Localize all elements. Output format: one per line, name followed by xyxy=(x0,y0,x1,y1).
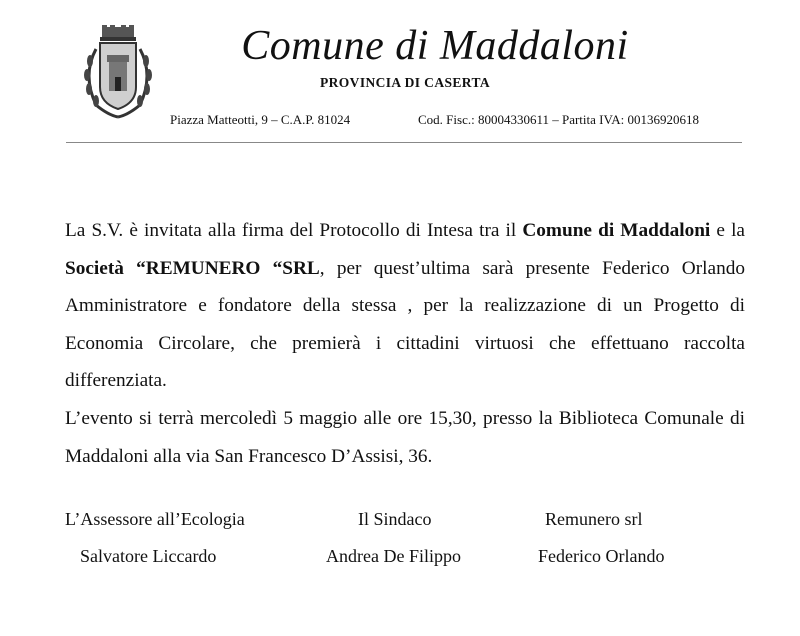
letter-body xyxy=(65,212,745,475)
invitation-paragraph xyxy=(65,212,745,400)
address-line: Piazza Matteotti, 9 – C.A.P. 81024 xyxy=(170,112,351,127)
header-divider xyxy=(66,142,742,143)
fiscal-code-line: Cod. Fisc.: 80004330611 – Partita IVA: 00136920618 xyxy=(418,112,699,127)
signature-name-remunero: Federico Orlando xyxy=(538,546,665,566)
company-name-bold: Società “REMUNERO “SRL xyxy=(65,257,320,279)
comune-name-bold: Comune di Maddaloni xyxy=(522,220,711,241)
signature-name-assessore: Salvatore Liccardo xyxy=(80,546,217,566)
event-paragraph: L’evento si terrà mercoledì 5 maggio alle ore 15,30, presso la Biblioteca Comunale di Maddaloni alla via San Francesco D’Assisi, 36. xyxy=(65,407,745,467)
invitation-text-join: e la xyxy=(710,220,745,241)
invitation-text-rest: , per quest’ultima sarà presente Federico Orlando Amministratore e fondatore della stessa , per la realizzazione di un Progetto di Economia Circolare, che premierà i cittadini virtuosi che effettuano raccolta differenziata. xyxy=(65,257,745,392)
municipality-title: Comune di Maddaloni xyxy=(241,23,629,69)
signature-role-assessore: L’Assessore all’Ecologia xyxy=(65,509,245,529)
province-subtitle: PROVINCIA DI CASERTA xyxy=(319,75,491,90)
signature-name-sindaco: Andrea De Filippo xyxy=(326,546,461,566)
signature-role-sindaco: Il Sindaco xyxy=(358,509,432,529)
signature-role-remunero: Remunero srl xyxy=(545,509,643,529)
invitation-text: La S.V. è invitata alla firma del Protocollo di Intesa tra il xyxy=(65,220,523,241)
